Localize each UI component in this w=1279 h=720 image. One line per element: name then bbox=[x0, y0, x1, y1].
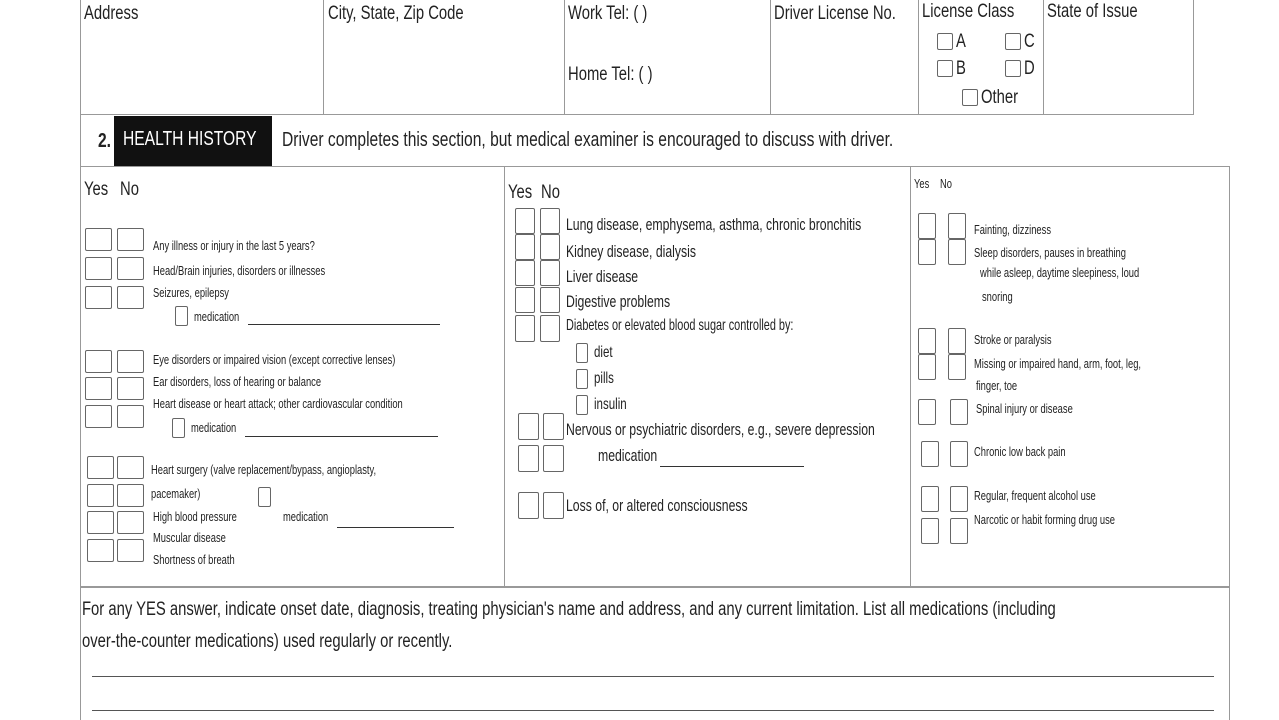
question: pacemaker) bbox=[151, 486, 201, 501]
question: High blood pressure bbox=[153, 509, 237, 524]
yes-checkbox[interactable] bbox=[85, 257, 112, 280]
class-b-checkbox[interactable] bbox=[937, 60, 953, 77]
medication-label: medication bbox=[191, 420, 237, 435]
no-checkbox[interactable] bbox=[540, 234, 560, 260]
yes-checkbox[interactable] bbox=[85, 405, 112, 428]
yes-checkbox[interactable] bbox=[921, 441, 939, 467]
no-checkbox[interactable] bbox=[950, 486, 968, 512]
class-c-checkbox[interactable] bbox=[1005, 33, 1021, 50]
no-header: No bbox=[541, 182, 560, 203]
no-checkbox[interactable] bbox=[948, 239, 966, 265]
no-checkbox[interactable] bbox=[117, 456, 144, 479]
yes-checkbox[interactable] bbox=[85, 377, 112, 400]
work-tel-label: Work Tel: ( ) bbox=[568, 3, 648, 24]
class-other-label: Other bbox=[981, 87, 1019, 108]
city-label: City, State, Zip Code bbox=[328, 3, 464, 24]
yes-checkbox[interactable] bbox=[87, 511, 114, 534]
insulin-label: insulin bbox=[594, 396, 627, 413]
yes-checkbox[interactable] bbox=[85, 286, 112, 309]
no-checkbox[interactable] bbox=[117, 484, 144, 507]
question: Spinal injury or disease bbox=[976, 401, 1073, 416]
class-a-label: A bbox=[956, 31, 966, 52]
section-note: Driver completes this section, but medical examiner is encouraged to discuss with driver. bbox=[282, 129, 894, 151]
no-checkbox[interactable] bbox=[117, 286, 144, 309]
no-checkbox[interactable] bbox=[950, 441, 968, 467]
no-checkbox[interactable] bbox=[117, 539, 144, 562]
question: Regular, frequent alcohol use bbox=[974, 488, 1096, 503]
no-checkbox[interactable] bbox=[117, 405, 144, 428]
diet-label: diet bbox=[594, 344, 613, 361]
question: Narcotic or habit forming drug use bbox=[974, 512, 1115, 527]
question: Fainting, dizziness bbox=[974, 222, 1052, 237]
answer-line[interactable] bbox=[92, 676, 1214, 677]
yes-checkbox[interactable] bbox=[87, 539, 114, 562]
yes-checkbox[interactable] bbox=[85, 228, 112, 251]
question: Chronic low back pain bbox=[974, 444, 1066, 459]
question: finger, toe bbox=[976, 378, 1018, 393]
no-checkbox[interactable] bbox=[540, 260, 560, 286]
question: Diabetes or elevated blood sugar controlled by: bbox=[566, 317, 794, 334]
question: Missing or impaired hand, arm, foot, leg, bbox=[974, 356, 1141, 371]
class-b-label: B bbox=[956, 58, 966, 79]
medication-label: medication bbox=[598, 446, 658, 465]
no-checkbox[interactable] bbox=[543, 492, 564, 519]
yes-checkbox[interactable] bbox=[515, 234, 535, 260]
medication-checkbox[interactable] bbox=[172, 418, 185, 438]
yes-checkbox[interactable] bbox=[85, 350, 112, 373]
no-checkbox[interactable] bbox=[950, 518, 968, 544]
section-title-box bbox=[114, 116, 272, 166]
yes-checkbox[interactable] bbox=[921, 518, 939, 544]
medication-checkbox[interactable] bbox=[258, 487, 271, 507]
yes-checkbox[interactable] bbox=[921, 486, 939, 512]
yes-checkbox[interactable] bbox=[918, 399, 936, 425]
question: Kidney disease, dialysis bbox=[566, 242, 696, 261]
question: Digestive problems bbox=[566, 292, 671, 311]
medication-line[interactable] bbox=[337, 527, 454, 528]
yes-checkbox[interactable] bbox=[515, 208, 535, 234]
home-tel-label: Home Tel: ( ) bbox=[568, 64, 653, 85]
yes-checkbox[interactable] bbox=[918, 354, 936, 380]
yes-checkbox[interactable] bbox=[515, 315, 535, 342]
state-label: State of Issue bbox=[1047, 1, 1138, 22]
no-checkbox[interactable] bbox=[540, 208, 560, 234]
no-checkbox[interactable] bbox=[117, 511, 144, 534]
yes-checkbox[interactable] bbox=[515, 287, 535, 313]
yes-checkbox[interactable] bbox=[87, 484, 114, 507]
no-checkbox[interactable] bbox=[948, 213, 966, 239]
question: Head/Brain injuries, disorders or illnesses bbox=[153, 263, 326, 278]
pills-label: pills bbox=[594, 370, 614, 387]
no-header: No bbox=[120, 179, 139, 200]
question: Heart disease or heart attack; other cardiovascular condition bbox=[153, 396, 403, 411]
diet-checkbox[interactable] bbox=[576, 343, 588, 363]
question: Ear disorders, loss of hearing or balance bbox=[153, 374, 322, 389]
no-checkbox[interactable] bbox=[948, 328, 966, 354]
no-checkbox[interactable] bbox=[117, 228, 144, 251]
medication-line[interactable] bbox=[248, 324, 440, 325]
yes-checkbox[interactable] bbox=[918, 328, 936, 354]
question: Nervous or psychiatric disorders, e.g., severe depression bbox=[566, 420, 875, 439]
yes-checkbox[interactable] bbox=[518, 445, 539, 472]
question: Shortness of breath bbox=[153, 552, 235, 567]
question: Heart surgery (valve replacement/bypass, angioplasty, bbox=[151, 462, 377, 477]
yes-header: Yes bbox=[84, 179, 109, 200]
yes-checkbox[interactable] bbox=[518, 413, 539, 440]
no-checkbox[interactable] bbox=[540, 315, 560, 342]
class-d-checkbox[interactable] bbox=[1005, 60, 1021, 77]
question: Stroke or paralysis bbox=[974, 332, 1052, 347]
question: Seizures, epilepsy bbox=[153, 285, 229, 300]
question: Eye disorders or impaired vision (except corrective lenses) bbox=[153, 352, 396, 367]
question: snoring bbox=[982, 289, 1013, 304]
yes-checkbox[interactable] bbox=[918, 239, 936, 265]
no-checkbox[interactable] bbox=[948, 354, 966, 380]
medication-checkbox[interactable] bbox=[175, 306, 188, 326]
medication-line[interactable] bbox=[660, 466, 804, 467]
yes-header: Yes bbox=[914, 176, 930, 191]
yes-checkbox[interactable] bbox=[918, 213, 936, 239]
answer-line[interactable] bbox=[92, 710, 1214, 711]
no-checkbox[interactable] bbox=[117, 377, 144, 400]
yes-checkbox[interactable] bbox=[518, 492, 539, 519]
address-label: Address bbox=[84, 3, 139, 24]
question: Loss of, or altered consciousness bbox=[566, 496, 748, 515]
no-checkbox[interactable] bbox=[540, 287, 560, 313]
section-title: HEALTH HISTORY bbox=[123, 128, 257, 150]
question: Liver disease bbox=[566, 267, 639, 286]
question: Sleep disorders, pauses in breathing bbox=[974, 245, 1126, 260]
no-checkbox[interactable] bbox=[117, 257, 144, 280]
pills-checkbox[interactable] bbox=[576, 369, 588, 389]
class-d-label: D bbox=[1024, 58, 1035, 79]
no-header: No bbox=[940, 176, 952, 191]
license-no-label: Driver License No. bbox=[774, 3, 896, 24]
yes-checkbox[interactable] bbox=[515, 260, 535, 286]
yes-checkbox[interactable] bbox=[87, 456, 114, 479]
no-checkbox[interactable] bbox=[950, 399, 968, 425]
medication-line[interactable] bbox=[245, 436, 438, 437]
yes-header: Yes bbox=[508, 182, 533, 203]
section-number: 2. bbox=[98, 130, 112, 152]
question: Lung disease, emphysema, asthma, chronic bronchitis bbox=[566, 215, 862, 234]
question: Any illness or injury in the last 5 years? bbox=[153, 238, 315, 253]
no-checkbox[interactable] bbox=[543, 445, 564, 472]
class-c-label: C bbox=[1024, 31, 1035, 52]
question: while asleep, daytime sleepiness, loud bbox=[980, 265, 1140, 280]
instructions-line-2: over-the-counter medications) used regularly or recently. bbox=[82, 631, 453, 652]
question: Muscular disease bbox=[153, 530, 226, 545]
medication-label: medication bbox=[283, 509, 329, 524]
class-a-checkbox[interactable] bbox=[937, 33, 953, 50]
instructions-line-1: For any YES answer, indicate onset date, diagnosis, treating physician's name and address, and any current limitation. List all medications (including bbox=[82, 599, 1056, 620]
license-class-label: License Class bbox=[922, 1, 1015, 22]
medication-label: medication bbox=[194, 309, 240, 324]
class-other-checkbox[interactable] bbox=[962, 89, 978, 106]
no-checkbox[interactable] bbox=[543, 413, 564, 440]
no-checkbox[interactable] bbox=[117, 350, 144, 373]
insulin-checkbox[interactable] bbox=[576, 395, 588, 415]
